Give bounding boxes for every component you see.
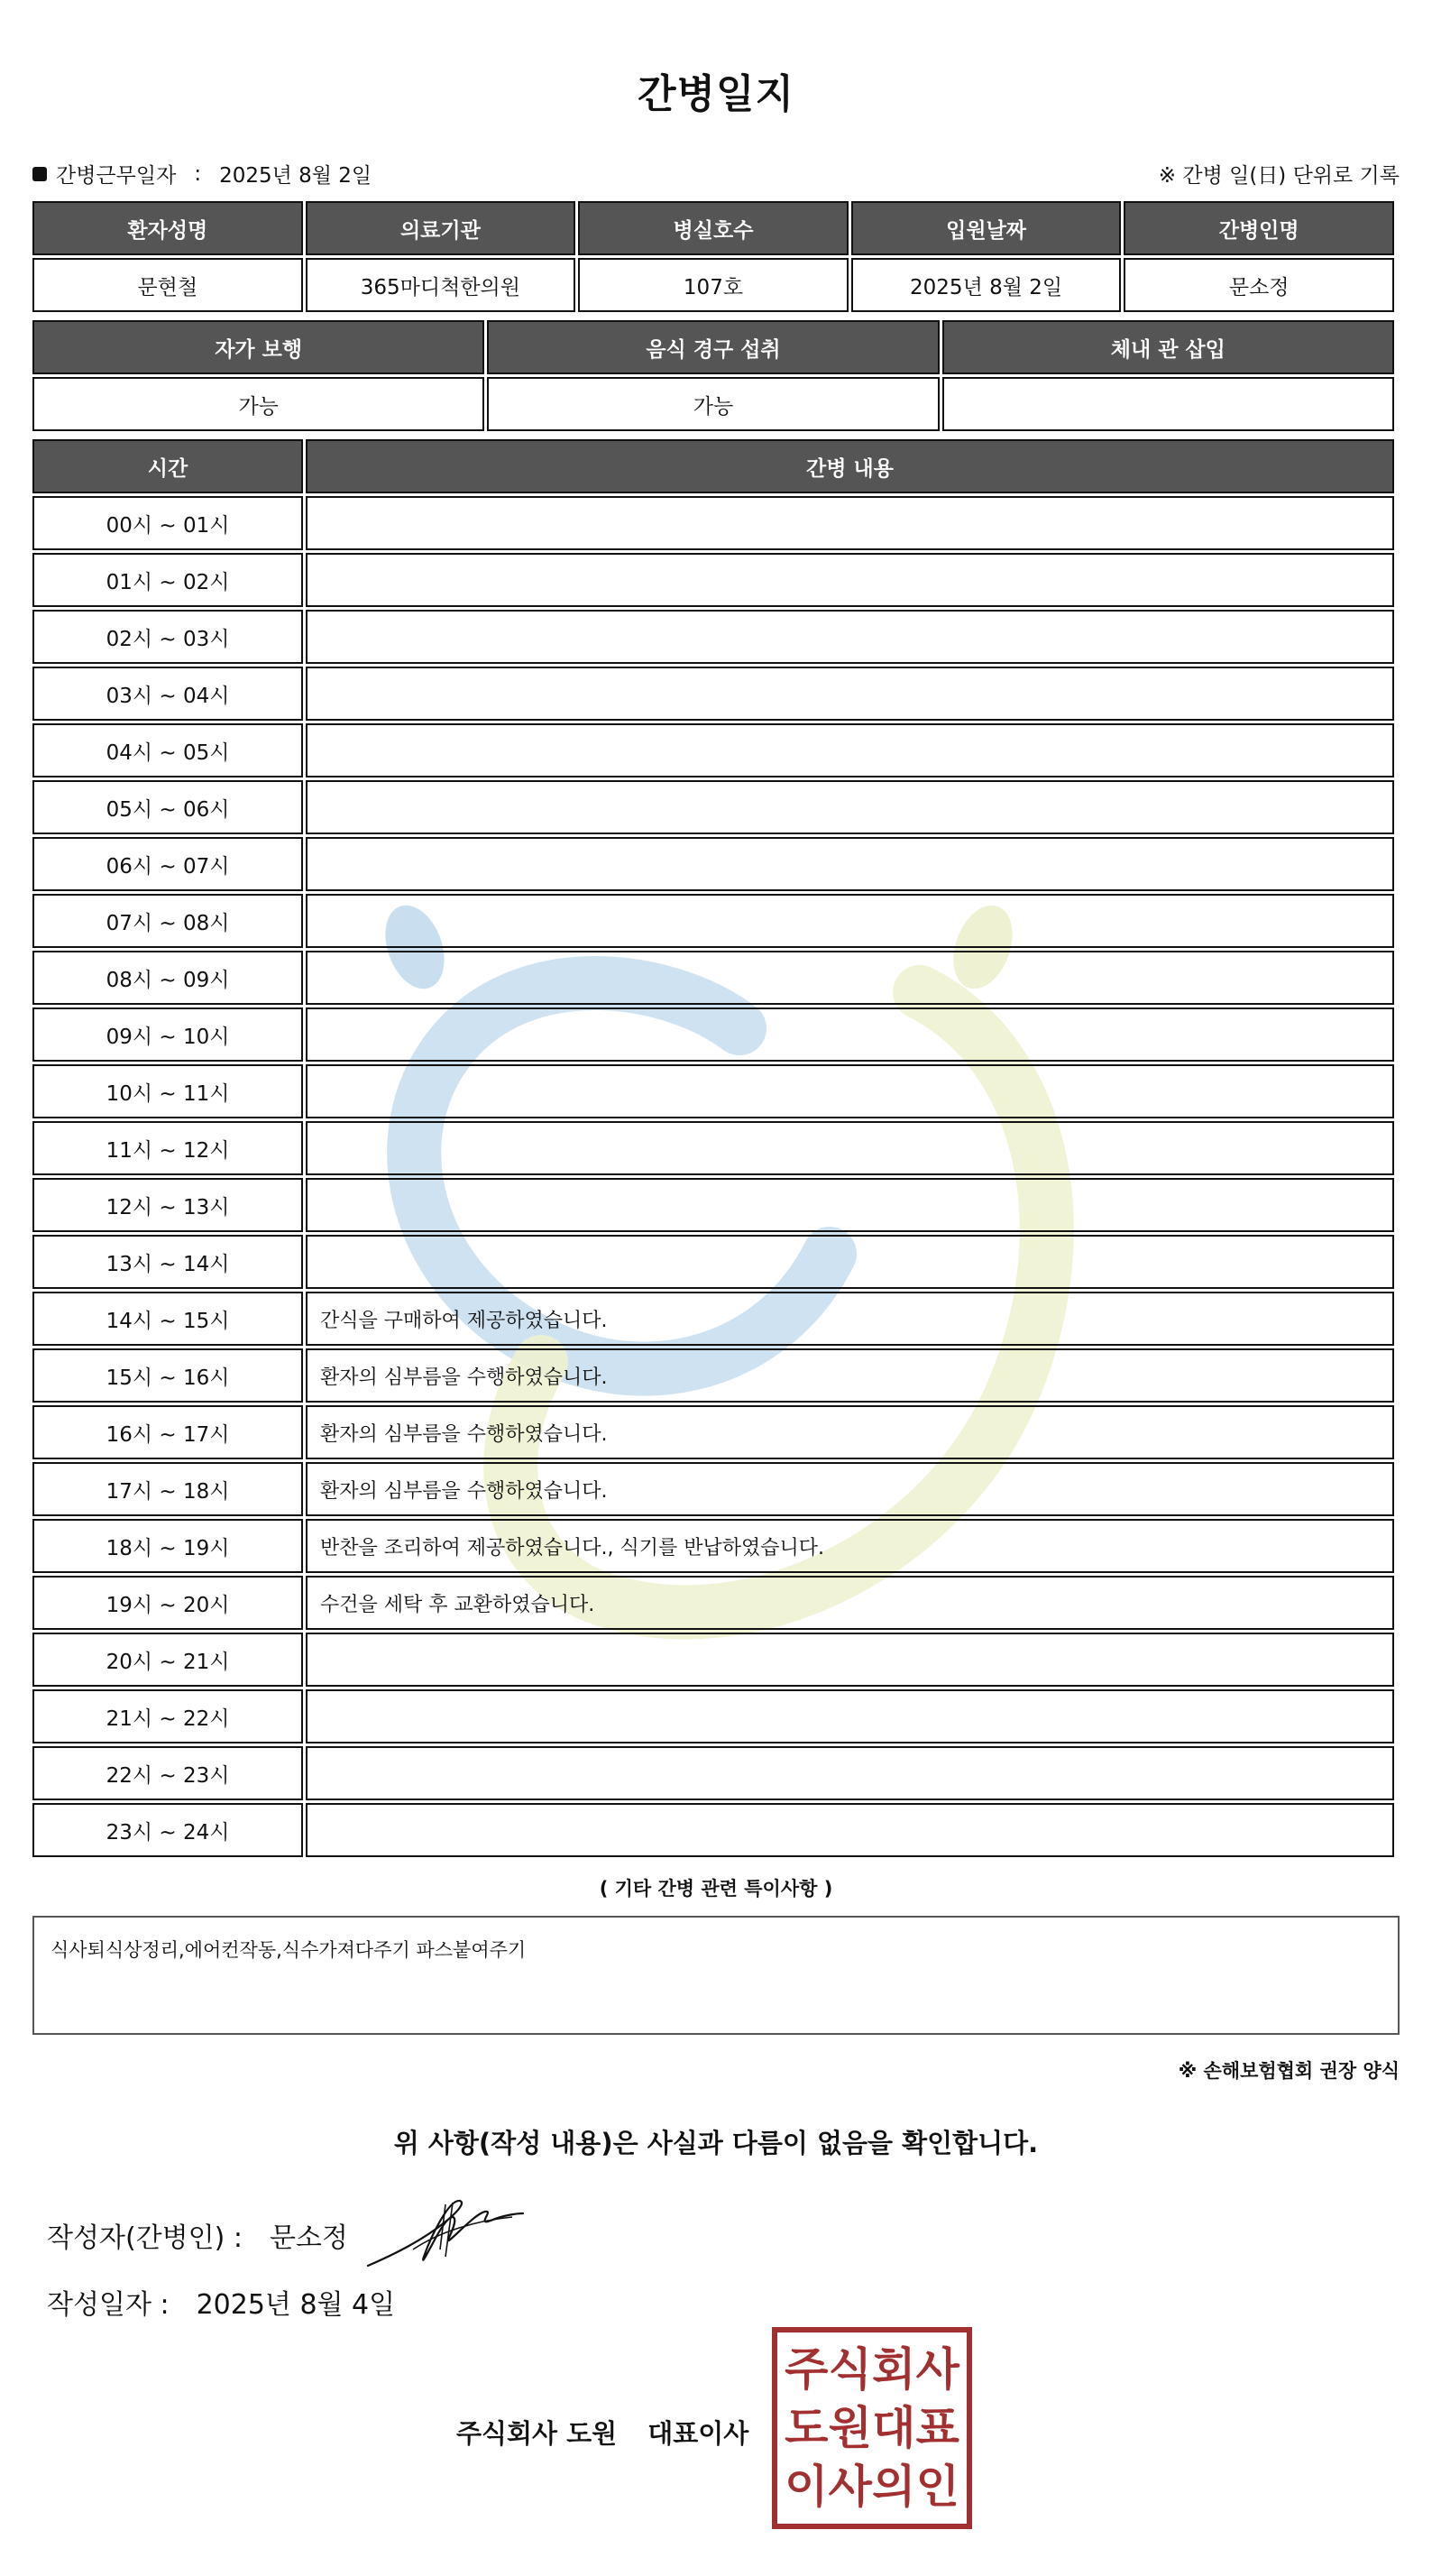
log-row (32, 1121, 1394, 1175)
company-seal-stamp (772, 2327, 972, 2529)
log-row (32, 1689, 1394, 1743)
seal-character: 이 (785, 2461, 829, 2514)
written-date-line (47, 2282, 395, 2322)
log-time: 07시 ~ 08시 (32, 894, 303, 948)
log-time: 09시 ~ 10시 (32, 1007, 303, 1062)
status-value-row (32, 377, 1394, 431)
log-time: 03시 ~ 04시 (32, 667, 303, 721)
log-row (32, 1746, 1394, 1800)
log-row (32, 1064, 1394, 1118)
header-oral-intake: 음식 경구 섭취 (487, 320, 939, 374)
log-body (32, 496, 1394, 1857)
log-row (32, 894, 1394, 948)
seal-character: 의 (872, 2461, 916, 2514)
log-time: 06시 ~ 07시 (32, 837, 303, 891)
header-self-walking: 자가 보행 (32, 320, 484, 374)
patient-header-row (32, 201, 1394, 255)
log-time: 12시 ~ 13시 (32, 1178, 303, 1232)
log-content (306, 1803, 1394, 1857)
log-time: 10시 ~ 11시 (32, 1064, 303, 1118)
seal-character: 대 (872, 2401, 916, 2454)
log-time: 23시 ~ 24시 (32, 1803, 303, 1857)
log-time: 15시 ~ 16시 (32, 1348, 303, 1403)
log-row (32, 1292, 1394, 1346)
self-walking-value: 가능 (32, 377, 484, 431)
log-row (32, 1519, 1394, 1573)
log-header-row (32, 439, 1394, 493)
header-institution: 의료기관 (306, 201, 576, 255)
header-care-content: 간병 내용 (306, 439, 1394, 493)
tube-insertion-value (942, 377, 1394, 431)
log-row (32, 1178, 1394, 1232)
notes-title: ( 기타 간병 관련 특이사항 ) (599, 1878, 833, 1900)
log-row (32, 1576, 1394, 1630)
log-content (306, 1633, 1394, 1687)
log-row (32, 1007, 1394, 1062)
log-row (32, 553, 1394, 607)
header-time: 시간 (32, 439, 303, 493)
log-content (306, 667, 1394, 721)
log-time: 00시 ~ 01시 (32, 496, 303, 550)
log-content: 반찬을 조리하여 제공하였습니다., 식기를 반납하였습니다. (306, 1519, 1394, 1573)
log-row (32, 1348, 1394, 1403)
log-time: 05시 ~ 06시 (32, 780, 303, 834)
caregiver-name: 문소정 (1124, 258, 1394, 312)
seal-character: 도 (785, 2401, 829, 2454)
log-time: 17시 ~ 18시 (32, 1462, 303, 1516)
work-date-label: 간병근무일자 (56, 164, 177, 188)
company-name: 주식회사 도원 (456, 2418, 618, 2449)
log-row (32, 951, 1394, 1005)
log-time: 11시 ~ 12시 (32, 1121, 303, 1175)
representative-title: 대표이사 (647, 2418, 749, 2449)
room-number: 107호 (578, 258, 849, 312)
header-admission-date: 입원날짜 (851, 201, 1122, 255)
log-row (32, 667, 1394, 721)
seal-character: 사 (828, 2461, 872, 2514)
log-content (306, 610, 1394, 664)
log-time: 01시 ~ 02시 (32, 553, 303, 607)
log-row (32, 1803, 1394, 1857)
handwritten-signature (359, 2186, 530, 2277)
header-tube-insertion: 체내 관 삽입 (942, 320, 1394, 374)
seal-character: 사 (915, 2342, 959, 2396)
log-time: 20시 ~ 21시 (32, 1633, 303, 1687)
log-row (32, 780, 1394, 834)
log-content (306, 1178, 1394, 1232)
log-content (306, 1235, 1394, 1289)
confirmation-statement: 위 사항(작성 내용)은 사실과 다름이 없음을 확인합니다. (393, 2128, 1039, 2158)
log-content: 환자의 심부름을 수행하였습니다. (306, 1348, 1394, 1403)
care-log-table (30, 437, 1397, 1860)
seal-character: 원 (828, 2401, 872, 2454)
log-content (306, 894, 1394, 948)
log-row (32, 723, 1394, 777)
log-content (306, 553, 1394, 607)
patient-name: 문현철 (32, 258, 303, 312)
writer-label: 작성자(간병인) : (47, 2222, 243, 2254)
company-line (456, 2414, 748, 2451)
notes-box: 식사퇴식상정리,에어컨작동,식수가져다주기 파스붙여주기 (32, 1916, 1400, 2035)
log-time: 14시 ~ 15시 (32, 1292, 303, 1346)
log-content: 수건을 세탁 후 교환하였습니다. (306, 1576, 1394, 1630)
log-row (32, 496, 1394, 550)
log-content (306, 1746, 1394, 1800)
log-time: 22시 ~ 23시 (32, 1746, 303, 1800)
log-content (306, 780, 1394, 834)
work-date-separator: : (194, 161, 202, 186)
log-content: 간식을 구매하여 제공하였습니다. (306, 1292, 1394, 1346)
log-time: 18시 ~ 19시 (32, 1519, 303, 1573)
page-title: 간병일지 (637, 71, 794, 117)
log-time: 08시 ~ 09시 (32, 951, 303, 1005)
patient-value-row (32, 258, 1394, 312)
work-date (32, 159, 372, 189)
log-content (306, 1121, 1394, 1175)
status-header-row (32, 320, 1394, 374)
log-time: 04시 ~ 05시 (32, 723, 303, 777)
unit-note: ※ 간병 일(日) 단위로 기록 (1158, 164, 1400, 188)
log-content (306, 1064, 1394, 1118)
oral-intake-value: 가능 (487, 377, 939, 431)
log-row (32, 1633, 1394, 1687)
written-date-value: 2025년 8월 4일 (196, 2289, 396, 2321)
log-row (32, 1235, 1394, 1289)
log-content: 환자의 심부름을 수행하였습니다. (306, 1405, 1394, 1459)
patient-status-table (30, 317, 1397, 434)
log-time: 21시 ~ 22시 (32, 1689, 303, 1743)
log-content (306, 723, 1394, 777)
log-time: 16시 ~ 17시 (32, 1405, 303, 1459)
log-content (306, 1689, 1394, 1743)
log-content (306, 496, 1394, 550)
seal-character: 주 (785, 2342, 829, 2396)
log-content (306, 837, 1394, 891)
institution-name: 365마디척한의원 (306, 258, 576, 312)
log-content (306, 951, 1394, 1005)
bullet-icon (32, 167, 47, 181)
log-row (32, 837, 1394, 891)
log-content (306, 1007, 1394, 1062)
header-room: 병실호수 (578, 201, 849, 255)
seal-character: 표 (915, 2401, 959, 2454)
log-row (32, 1405, 1394, 1459)
patient-info-table (30, 198, 1397, 315)
admission-date: 2025년 8월 2일 (851, 258, 1122, 312)
writer-name: 문소정 (269, 2222, 348, 2254)
seal-character: 인 (915, 2461, 959, 2514)
association-note: ※ 손해보험협회 권장 양식 (1178, 2060, 1400, 2082)
writer-line (47, 2215, 348, 2255)
log-time: 02시 ~ 03시 (32, 610, 303, 664)
log-time: 13시 ~ 14시 (32, 1235, 303, 1289)
work-date-value: 2025년 8월 2일 (219, 164, 372, 188)
seal-character: 식 (828, 2342, 872, 2396)
log-row (32, 610, 1394, 664)
log-time: 19시 ~ 20시 (32, 1576, 303, 1630)
written-date-label: 작성일자 : (47, 2289, 170, 2321)
log-content: 환자의 심부름을 수행하였습니다. (306, 1462, 1394, 1516)
header-caregiver: 간병인명 (1124, 201, 1394, 255)
log-row (32, 1462, 1394, 1516)
header-patient-name: 환자성명 (32, 201, 303, 255)
meta-row (32, 159, 1400, 189)
seal-character: 회 (872, 2342, 916, 2396)
